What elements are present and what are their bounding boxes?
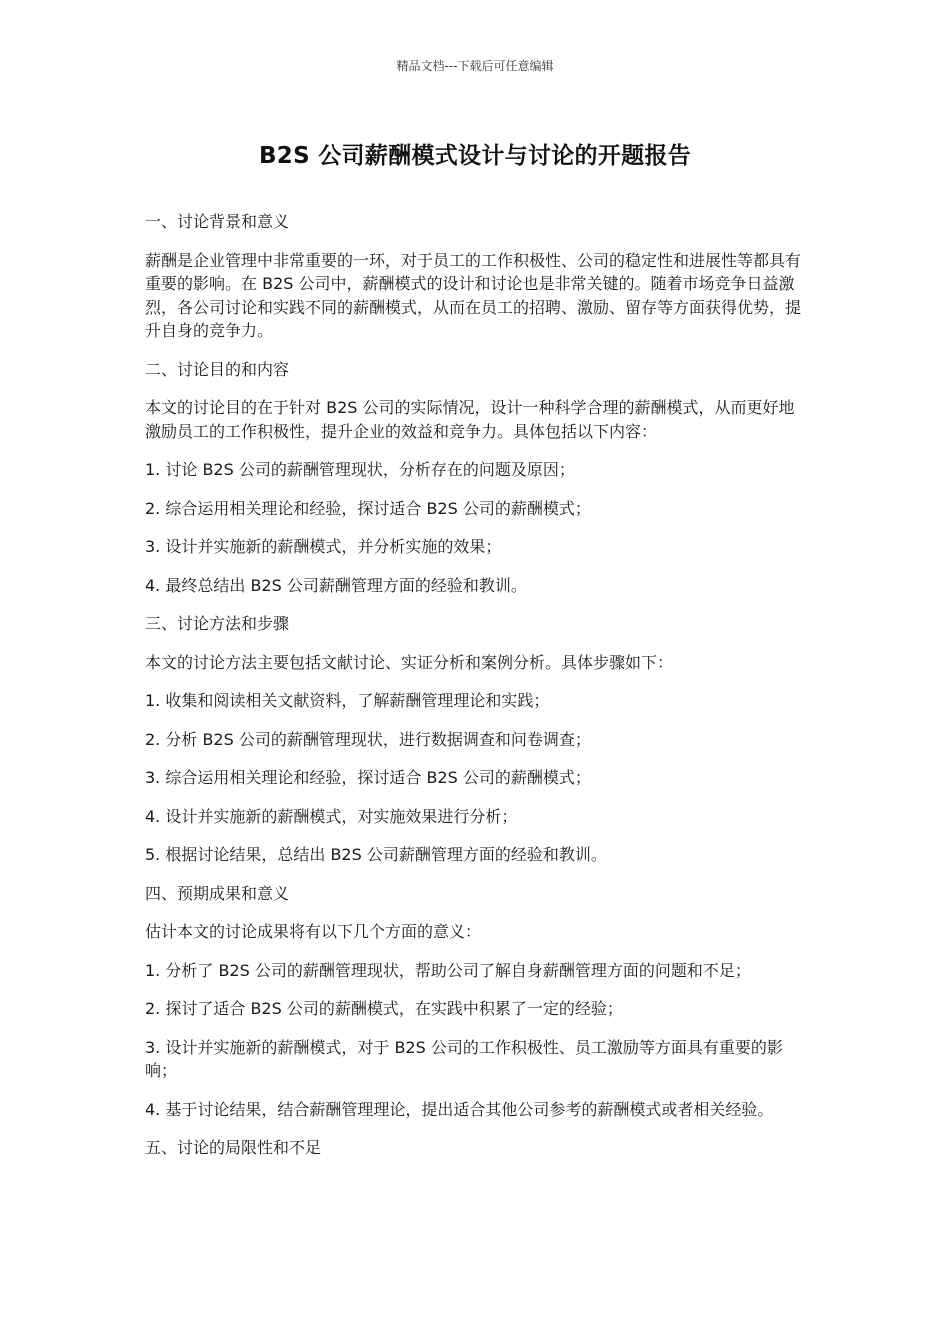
paragraph-outcomes: 估计本文的讨论成果将有以下几个方面的意义： (145, 922, 482, 941)
list-item: 4. 基于讨论结果，结合薪酬管理理论，提出适合其他公司参考的薪酬模式或者相关经验。 (145, 1099, 774, 1119)
section-heading-outcomes: 四、预期成果和意义 (145, 883, 290, 903)
document-body (145, 210, 807, 1175)
list-item: 1. 收集和阅读相关文献资料，了解薪酬管理理论和实践； (145, 691, 550, 710)
paragraph-method: 本文的讨论方法主要包括文献讨论、实证分析和案例分析。具体步骤如下： (145, 652, 674, 672)
list-item: 1. 讨论 B2S 公司的薪酬管理现状，分析存在的问题及原因； (145, 460, 575, 479)
list-item: 3. 设计并实施新的薪酬模式，并分析实施的效果； (145, 537, 502, 556)
paragraph-purpose: 本文的讨论目的在于针对 B2S 公司的实际情况，设计一种科学合理的薪酬模式，从而更好地激励员工的工作积极性，提升企业的效益和竞争力。具体包括以下内容： (145, 398, 795, 441)
list-item: 5. 根据讨论结果，总结出 B2S 公司薪酬管理方面的经验和教训。 (145, 845, 607, 864)
list-item: 3. 设计并实施新的薪酬模式，对于 B2S 公司的工作积极性、员工激励等方面具有重要的影响； (145, 1037, 783, 1080)
list-item: 4. 最终总结出 B2S 公司薪酬管理方面的经验和教训。 (145, 575, 527, 595)
list-item: 2. 综合运用相关理论和经验，探讨适合 B2S 公司的薪酬模式； (145, 498, 591, 518)
list-item: 2. 分析 B2S 公司的薪酬管理现状，进行数据调查和问卷调查； (145, 729, 591, 749)
list-item: 1. 分析了 B2S 公司的薪酬管理现状，帮助公司了解自身薪酬管理方面的问题和不足； (145, 960, 751, 980)
section-heading-method: 三、讨论方法和步骤 (145, 614, 290, 633)
section-heading-purpose: 二、讨论目的和内容 (145, 359, 290, 379)
section-heading-limitations: 五、讨论的局限性和不足 (145, 1138, 322, 1157)
document-title: B2S 公司薪酬模式设计与讨论的开题报告 (258, 143, 692, 169)
list-item: 3. 综合运用相关理论和经验，探讨适合 B2S 公司的薪酬模式； (145, 768, 591, 787)
list-item: 2. 探讨了适合 B2S 公司的薪酬模式，在实践中积累了一定的经验； (145, 999, 623, 1018)
section-heading-background: 一、讨论背景和意义 (145, 212, 290, 231)
page-header: 精品文档---下载后可任意编辑 (396, 59, 554, 73)
paragraph-background: 薪酬是企业管理中非常重要的一环，对于员工的工作积极性、公司的稳定性和进展性等都具有重要的影响。在 B2S 公司中，薪酬模式的设计和讨论也是非常关键的。随着市场竞争日益激烈，各公司讨论和实践不同的薪酬模式，从而在员工的招聘、激励、留存等方面获得优势，提升自身的竞争力。 (145, 250, 802, 340)
list-item: 4. 设计并实施新的薪酬模式，对实施效果进行分析； (145, 806, 518, 826)
